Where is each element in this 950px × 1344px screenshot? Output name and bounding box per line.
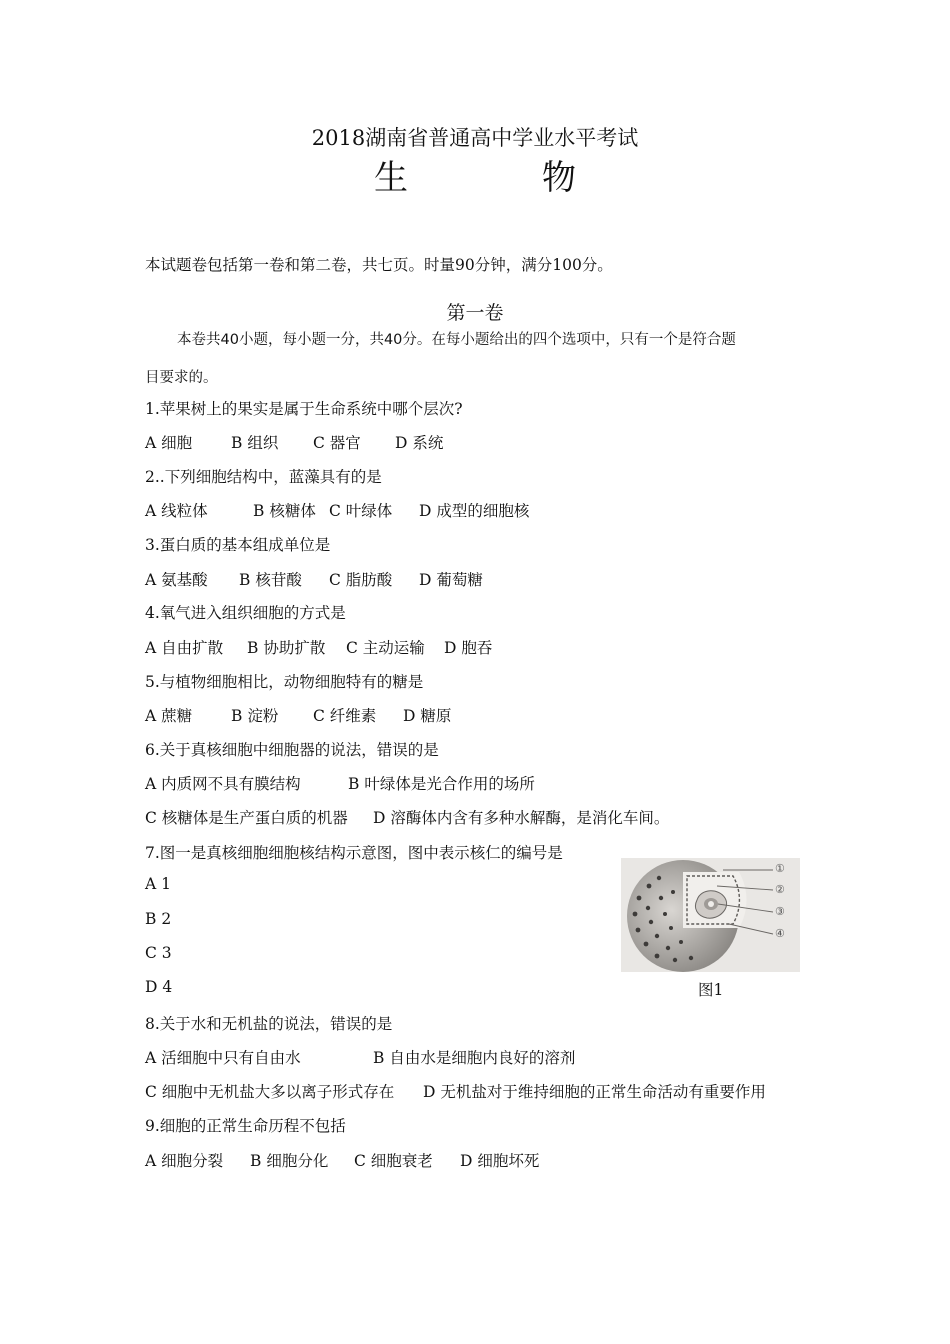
question-options [145,1046,575,1068]
question-options [145,704,451,726]
question-stem: 5.与植物细胞相比，动物细胞特有的糖是 [145,673,424,691]
option: A 细胞 [145,434,193,452]
question-options [145,772,535,794]
option: C 主动运输 [346,639,425,657]
option: D 成型的细胞核 [419,502,530,520]
intro-text: 本试题卷包括第一卷和第二卷，共七页。时量90分钟，满分100分。 [145,256,613,274]
label-3: ③ [775,905,785,918]
question-options [145,636,492,658]
nucleus-illustration [621,858,800,972]
option: C 纤维素 [313,707,377,725]
nucleus-diagram [621,858,800,972]
option: B 核苷酸 [239,571,302,589]
question-options [145,431,443,453]
option: D 糖原 [403,707,452,725]
option: B 组织 [231,434,279,452]
exam-title: 2018湖南省普通高中学业水平考试 [311,126,639,150]
option: C 叶绿体 [329,502,393,520]
option: C 3 [145,944,172,962]
question-options [145,499,529,521]
option: B 2 [145,910,172,928]
question-stem: 7.图一是真核细胞细胞核结构示意图，图中表示核仁的编号是 [145,844,563,862]
option: A 1 [145,875,171,893]
option: C 细胞中无机盐大多以离子形式存在 [145,1083,395,1101]
option: B 协助扩散 [247,639,326,657]
option: D 4 [145,978,173,996]
option: B 细胞分化 [250,1152,329,1170]
option: A 氨基酸 [145,571,208,589]
subject-title: 生 物 [374,158,626,198]
option: D 胞吞 [444,639,493,657]
question-options [145,568,483,590]
question-stem: 3.蛋白质的基本组成单位是 [145,536,331,554]
question-stem: 6.关于真核细胞中细胞器的说法，错误的是 [145,741,439,759]
option: C 脂肪酸 [329,571,393,589]
question-stem: 1.苹果树上的果实是属于生命系统中哪个层次? [145,400,463,418]
question-stem: 8.关于水和无机盐的说法，错误的是 [145,1015,393,1033]
option: A 自由扩散 [145,639,224,657]
section-instruction: 本卷共40小题，每小题一分，共40分。在每小题给出的四个选项中，只有一个是符合题 [177,332,736,348]
option: C 核糖体是生产蛋白质的机器 [145,809,348,827]
option: B 自由水是细胞内良好的溶剂 [373,1049,576,1067]
section-title: 第一卷 [446,302,504,324]
option: D 系统 [395,434,444,452]
option: C 细胞衰老 [354,1152,433,1170]
option: B 叶绿体是光合作用的场所 [348,775,535,793]
question-options [145,806,669,828]
option: D 溶酶体内含有多种水解酶，是消化车间。 [373,809,670,827]
label-4: ④ [775,927,785,940]
option: B 核糖体 [253,502,316,520]
option: C 器官 [313,434,361,452]
question-stem: 2..下列细胞结构中，蓝藻具有的是 [145,468,382,486]
option: D 葡萄糖 [419,571,483,589]
option: A 蔗糖 [145,707,193,725]
question-options [145,1080,766,1102]
label-2: ② [775,883,785,896]
figure-caption: 图1 [698,981,724,999]
question-options [145,1149,539,1171]
option: A 线粒体 [145,502,208,520]
section-instruction-cont: 目要求的。 [145,370,218,386]
question-stem: 4.氧气进入组织细胞的方式是 [145,604,346,622]
option: D 细胞坏死 [460,1152,540,1170]
option: A 细胞分裂 [145,1152,224,1170]
option: D 无机盐对于维持细胞的正常生命活动有重要作用 [423,1083,766,1101]
option: B 淀粉 [231,707,279,725]
option: A 内质网不具有膜结构 [145,775,301,793]
option: A 活细胞中只有自由水 [145,1049,301,1067]
label-1: ① [775,862,785,875]
question-stem: 9.细胞的正常生命历程不包括 [145,1117,346,1135]
